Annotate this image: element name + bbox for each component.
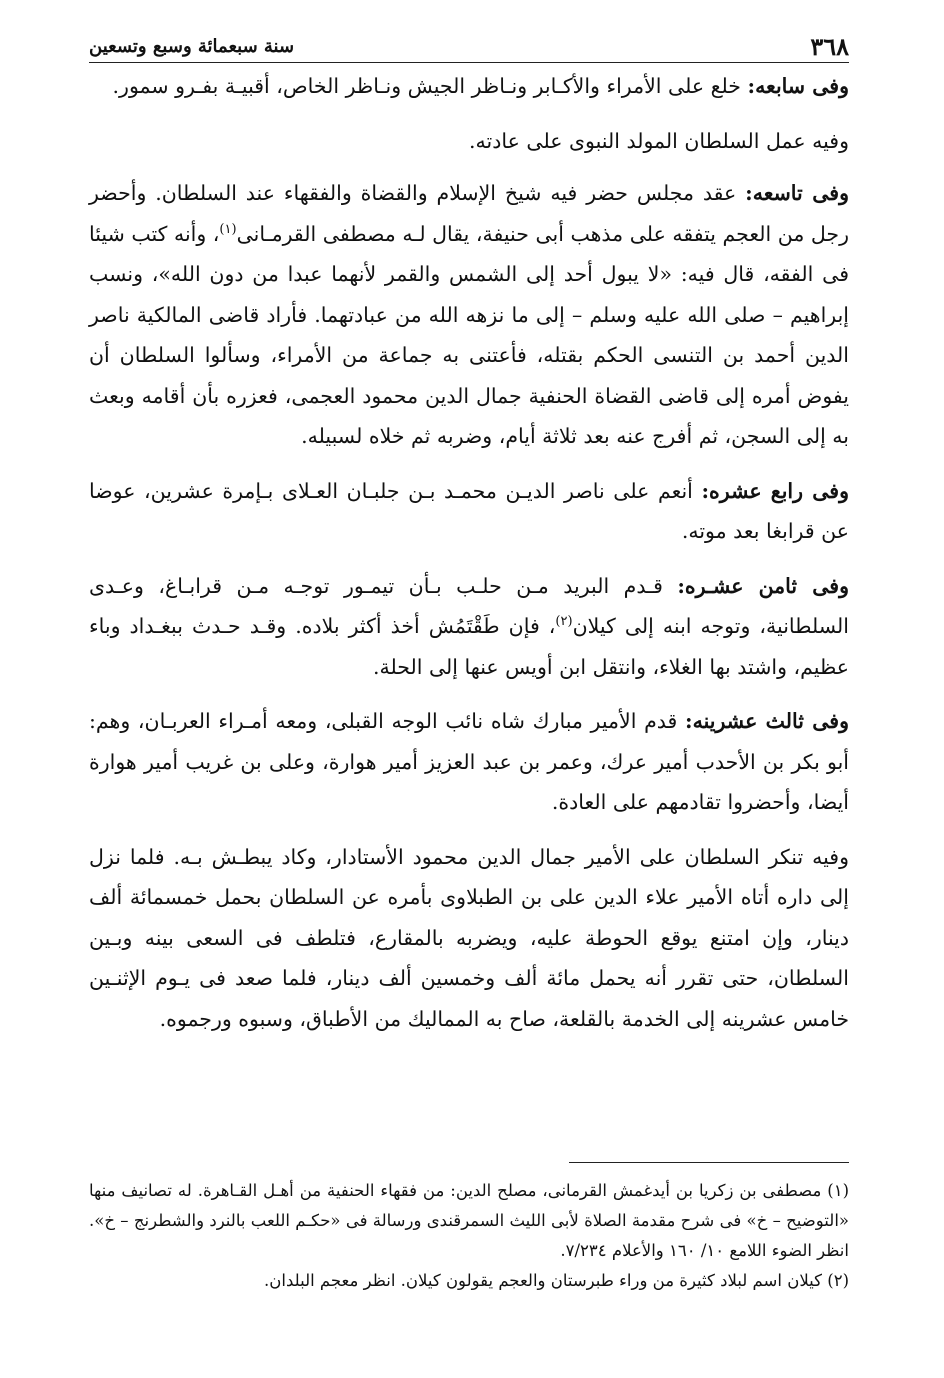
date-lead: وفى تاسعه: xyxy=(745,181,850,205)
paragraph-text-cont: ، فإن طَقْتَمُش أخذ أكثر بلاده. وقـد حـدث ببغـداد وباء عظيم، واشتد بها الغلاء، وانتقل ابن أويس عنها إلى الحلة. xyxy=(89,614,849,679)
date-lead: وفى رابع عشره: xyxy=(701,478,849,503)
paragraph xyxy=(89,471,849,552)
paragraph xyxy=(89,566,849,688)
date-lead: وفى سابعه: xyxy=(747,74,849,98)
running-title: سنة سبعمائة وسبع وتسعين xyxy=(89,35,295,57)
paragraph-text: أنعم على ناصر الديـن محمـد بـن جلبـان العـلاى بـإمرة عشرين، عوضا عن قرابغا بعد موته. xyxy=(89,478,849,543)
date-lead: وفى ثامن عشـره: xyxy=(677,573,849,598)
page-number: ٣٦٨ xyxy=(810,31,849,61)
paragraph xyxy=(89,701,849,823)
paragraph-text: قـدم البريد مـن حلـب بـأن تيمـور توجـه مـن قرابـاغ، وعـدى السلطانية، وتوجه ابنه إلى كيلان xyxy=(89,573,849,638)
running-header xyxy=(89,30,849,63)
paragraph xyxy=(89,121,849,162)
footnotes xyxy=(89,1176,849,1296)
date-lead: وفى ثالث عشرينه: xyxy=(685,709,850,733)
paragraph-text: عقد مجلس حضر فيه شيخ الإسلام والقضاة والفقهاء عند السلطان. وأحضر رجل من العجم يتفقه على مذهب أبى حنيفة، يقال لـه مصطفى القرمـانى xyxy=(89,181,849,246)
footnote-ref-1: (١) xyxy=(219,221,237,237)
main-text xyxy=(89,66,849,1053)
footnote-ref-2: (٢) xyxy=(555,614,573,630)
footnote-1: (١) مصطفى بن زكريا بن أيدغمش القرمانى، مصلح الدين: من فقهاء الحنفية من أهـل القـاهرة. له تصانيف منها «التوضيح – خ» فى شرح مقدمة الصلاة لأبى الليث السمرقندى ورسالة فى «حكـم اللعب بالنرد والشطرنج – خ». انظر الضوء اللامع ١٠/ ١٦٠ والأعلام ٧/٢٣٤. xyxy=(89,1181,849,1260)
footnote-separator xyxy=(569,1162,849,1163)
paragraph xyxy=(89,173,849,457)
footnote-2: (٢) كيلان اسم لبلاد كثيرة من وراء طبرستان والعجم يقولون كيلان. انظر معجم البلدان. xyxy=(264,1271,849,1290)
paragraph-text: وفيه عمل السلطان المولد النبوى على عادته. xyxy=(469,128,849,153)
paragraph xyxy=(89,837,849,1040)
paragraph xyxy=(89,66,849,107)
paragraph-text: خلع على الأمراء والأكـابر ونـاظر الجيش ونـاظر الخاص، أقبيـة بفـرو سمور. xyxy=(112,74,748,98)
paragraph-text: قدم الأمير مبارك شاه نائب الوجه القبلى، ومعه أمـراء العربـان، وهم: أبو بكر بن الأحدب أمير عرك، وعمر بن عبد العزيز أمير هوارة، وعلى بن غريب أمير هوارة أيضا، وأحضروا تقادمهم على العادة. xyxy=(89,709,849,814)
paragraph-text: وفيه تنكر السلطان على الأمير جمال الدين محمود الأستادار، وكاد يبطـش بـه. فلما نزل إلى داره أتاه الأمير علاء الدين على بن الطبلاوى بأمره عن السلطان بحمل خمسمائة ألف دينار، وإن امتنع يوقع الحوطة عليه، ويضربه بالمقارع، فتلطف فى السعى بينه وبـين السلطان، حتى تقرر أنه يحمل مائة ألف وخمسين ألف دينار، فلما صعد فى يـوم الإثنـين خامس عشرينه إلى الخدمة بالقلعة، صاح به المماليك من الأطباق، وسبوه ورجموه. xyxy=(89,844,849,1031)
paragraph-text-cont: ، وأنه كتب شيئا فى الفقه، قال فيه: «لا يبول أحد إلى الشمس والقمر لأنهما عبدا من دون الله»، ونسب إبراهيم – صلى الله عليه وسلم – إلى ما نزهه الله من عبادتهما. فأراد قاضى المالكية ناصر الدين أحمد بن التنسى الحكم بقتله، فأعتنى به جماعة من الأمراء، وسألوا السلطان أن يفوض أمره إلى قاضى القضاة الحنفية جمال الدين محمود العجمى، فعزره بأن أقامه وبعث به إلى السجن، ثم أفرج عنه بعد ثلاثة أيام، وضربه ثم خلاه لسبيله. xyxy=(89,221,849,448)
